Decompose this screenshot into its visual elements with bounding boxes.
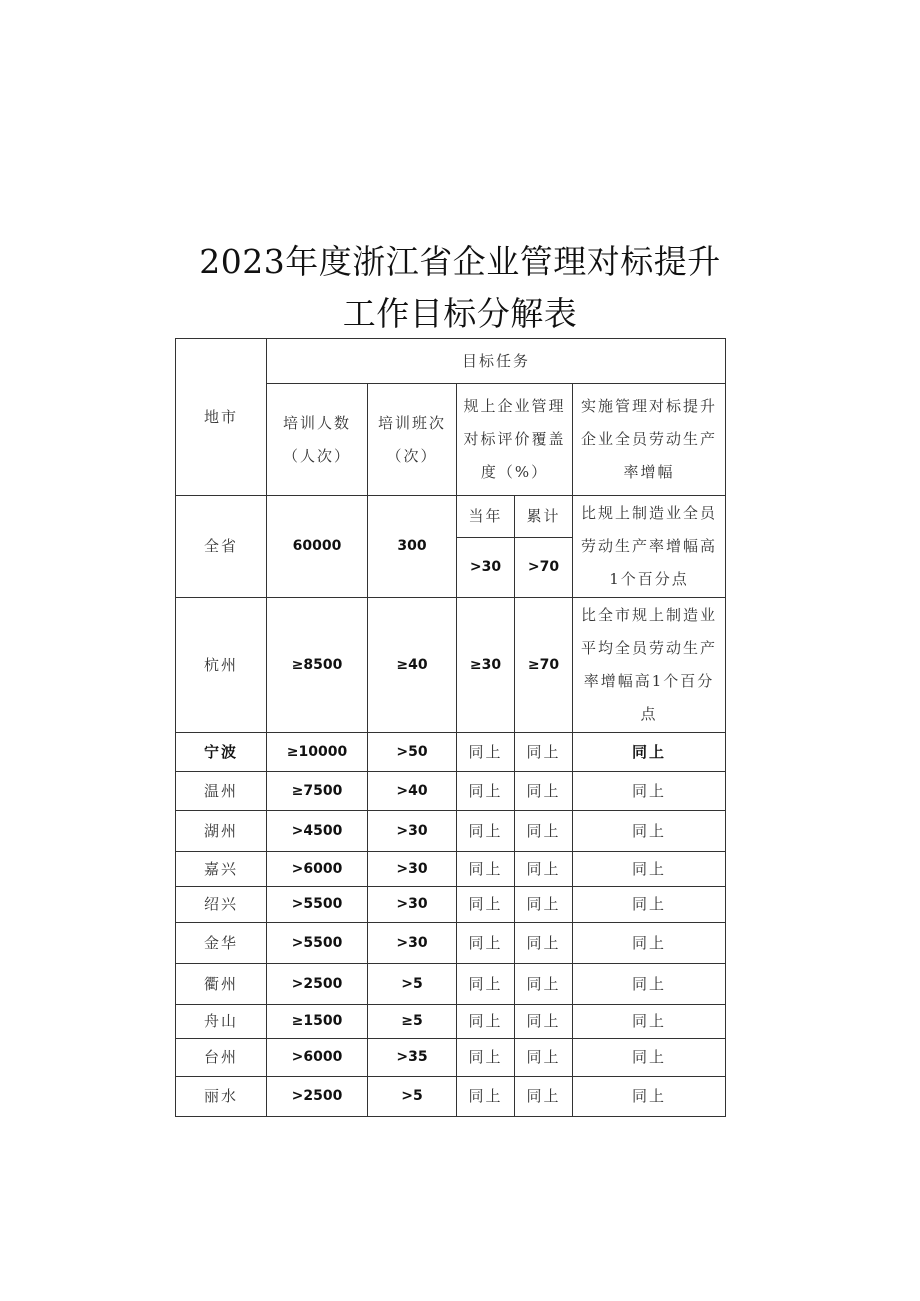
cell-current: 同上 <box>457 772 515 811</box>
cell-classes: ≥40 <box>368 598 457 733</box>
cell-current: 同上 <box>457 1039 515 1077</box>
cell-city: 温州 <box>176 772 267 811</box>
cell-productivity: 同上 <box>573 887 726 923</box>
table-row-hangzhou <box>176 598 726 733</box>
cell-trainees: >2500 <box>267 1077 368 1117</box>
cell-trainees: ≥10000 <box>267 733 368 772</box>
table-row <box>176 1077 726 1117</box>
table-row-province <box>176 496 726 538</box>
cell-classes: >30 <box>368 852 457 887</box>
cell-current: 同上 <box>457 852 515 887</box>
cell-cumulative: 同上 <box>515 1077 573 1117</box>
header-trainees: 培训人数（人次） <box>267 384 368 496</box>
table-row <box>176 887 726 923</box>
cell-productivity: 同上 <box>573 772 726 811</box>
cell-productivity: 同上 <box>573 1077 726 1117</box>
table-row <box>176 923 726 964</box>
cell-productivity: 同上 <box>573 964 726 1005</box>
table-row <box>176 852 726 887</box>
subheader-current-year: 当年 <box>457 496 515 538</box>
cell-current: 同上 <box>457 1005 515 1039</box>
cell-trainees: ≥7500 <box>267 772 368 811</box>
header-city: 地市 <box>176 339 267 496</box>
cell-current: 同上 <box>457 923 515 964</box>
cell-city: 嘉兴 <box>176 852 267 887</box>
cell-city: 台州 <box>176 1039 267 1077</box>
cell-trainees: >5500 <box>267 887 368 923</box>
document-title-line1: 2023年度浙江省企业管理对标提升 <box>199 242 721 281</box>
cell-classes: >5 <box>368 1077 457 1117</box>
cell-cumulative: 同上 <box>515 887 573 923</box>
cell-trainees: ≥8500 <box>267 598 368 733</box>
target-breakdown-table <box>175 338 726 1117</box>
cell-trainees: >6000 <box>267 852 368 887</box>
cell-current: ≥30 <box>457 598 515 733</box>
header-productivity: 实施管理对标提升企业全员劳动生产率增幅 <box>573 384 726 496</box>
subheader-cumulative: 累计 <box>515 496 573 538</box>
cell-trainees: >6000 <box>267 1039 368 1077</box>
cell-trainees: >2500 <box>267 964 368 1005</box>
cell-city: 湖州 <box>176 811 267 852</box>
cell-city: 杭州 <box>176 598 267 733</box>
cell-trainees: >5500 <box>267 923 368 964</box>
cell-cumulative: 同上 <box>515 1039 573 1077</box>
cell-city: 绍兴 <box>176 887 267 923</box>
cell-productivity: 比规上制造业全员劳动生产率增幅高1个百分点 <box>573 496 726 598</box>
header-coverage: 规上企业管理对标评价覆盖度（%） <box>457 384 573 496</box>
document-title-line2: 工作目标分解表 <box>342 294 578 333</box>
header-classes: 培训班次（次） <box>368 384 457 496</box>
cell-classes: >50 <box>368 733 457 772</box>
cell-current: 同上 <box>457 964 515 1005</box>
cell-current: 同上 <box>457 733 515 772</box>
cell-city: 衢州 <box>176 964 267 1005</box>
cell-cumulative: 同上 <box>515 811 573 852</box>
cell-classes: >30 <box>368 887 457 923</box>
cell-classes: >5 <box>368 964 457 1005</box>
cell-trainees: 60000 <box>267 496 368 598</box>
cell-cumulative: ≥70 <box>515 598 573 733</box>
cell-productivity: 同上 <box>573 811 726 852</box>
cell-city: 金华 <box>176 923 267 964</box>
cell-productivity: 同上 <box>573 852 726 887</box>
cell-productivity: 比全市规上制造业平均全员劳动生产率增幅高1个百分点 <box>573 598 726 733</box>
cell-productivity: 同上 <box>573 1039 726 1077</box>
cell-classes: 300 <box>368 496 457 598</box>
table-row <box>176 1005 726 1039</box>
cell-current: 同上 <box>457 1077 515 1117</box>
cell-city: 宁波 <box>176 733 267 772</box>
cell-classes: >30 <box>368 811 457 852</box>
cell-classes: >30 <box>368 923 457 964</box>
cell-current: 同上 <box>457 811 515 852</box>
cell-city: 丽水 <box>176 1077 267 1117</box>
table-row <box>176 772 726 811</box>
cell-classes: ≥5 <box>368 1005 457 1039</box>
cell-cumulative: 同上 <box>515 964 573 1005</box>
cell-cumulative: 同上 <box>515 852 573 887</box>
cell-current: 同上 <box>457 887 515 923</box>
cell-productivity: 同上 <box>573 1005 726 1039</box>
cell-cumulative: 同上 <box>515 923 573 964</box>
cell-current: >30 <box>457 538 515 598</box>
cell-trainees: ≥1500 <box>267 1005 368 1039</box>
cell-cumulative: 同上 <box>515 772 573 811</box>
table-row <box>176 964 726 1005</box>
table-row <box>176 1039 726 1077</box>
cell-city: 全省 <box>176 496 267 598</box>
cell-productivity: 同上 <box>573 733 726 772</box>
table-row <box>176 811 726 852</box>
cell-city: 舟山 <box>176 1005 267 1039</box>
cell-classes: >35 <box>368 1039 457 1077</box>
cell-classes: >40 <box>368 772 457 811</box>
header-target-tasks: 目标任务 <box>267 339 726 384</box>
cell-trainees: >4500 <box>267 811 368 852</box>
cell-cumulative: >70 <box>515 538 573 598</box>
cell-productivity: 同上 <box>573 923 726 964</box>
cell-cumulative: 同上 <box>515 1005 573 1039</box>
table-row <box>176 733 726 772</box>
cell-cumulative: 同上 <box>515 733 573 772</box>
